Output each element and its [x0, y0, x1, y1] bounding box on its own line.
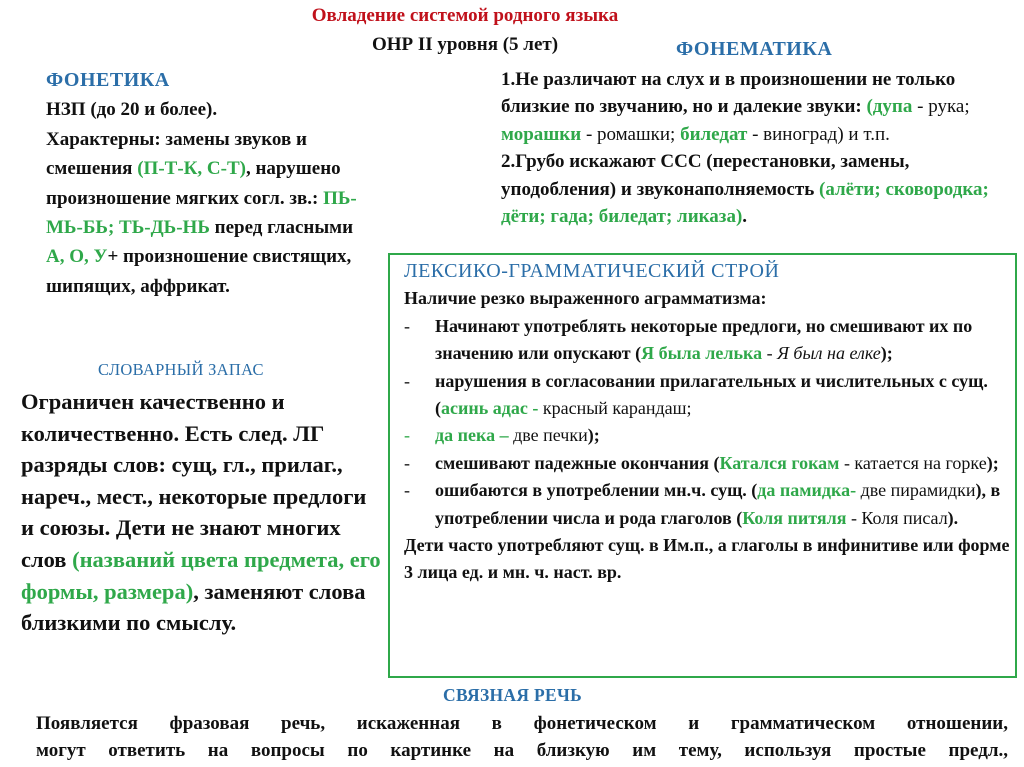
lexical-bullet	[404, 450, 1016, 477]
lexical-grammar-section	[404, 258, 1016, 587]
bullet-gloss: - катается на горке	[839, 452, 987, 473]
vocabulary-title: СЛОВАРНЫЙ ЗАПАС	[98, 360, 264, 379]
bullet-example: Я была лелька	[641, 343, 763, 364]
bullet-gloss: две печки	[508, 425, 588, 446]
bullet-gloss: Я был на елке	[777, 343, 881, 364]
phonetics-title: ФОНЕТИКА	[46, 69, 170, 91]
lexical-outro: Дети часто употребляют сущ. в Им.п., а глаголы в инфинитиве или форме 3 лица ед. и мн. ч. наст. вр.	[404, 535, 1010, 583]
bullet-dash: -	[404, 452, 410, 473]
bullet-gloss: красный карандаш;	[538, 398, 692, 419]
phonematics-text: .	[742, 206, 748, 228]
bullet-text: нарушения в согласовании прилагательных и числительных с сущ. (	[435, 370, 988, 419]
lexical-intro: Наличие резко выраженного аграмматизма:	[404, 288, 767, 309]
phonetics-example: А, О, У	[46, 246, 108, 268]
phonetics-example: ПЬ-МЬ-БЬ; ТЬ-ДЬ-НЬ	[46, 187, 357, 239]
bullet-gloss: две пирамидки	[856, 480, 976, 501]
phonetics-text: + произношение свистящих, шипящих, аффрикат.	[46, 246, 352, 297]
speech-title: СВЯЗНАЯ РЕЧЬ	[443, 685, 582, 705]
vocabulary-example: (названий цвета предмета, его формы, размера)	[21, 546, 381, 604]
lexical-bullet	[404, 313, 1016, 368]
speech-line: Появляется фразовая речь, искаженная в фонетическом и грамматическом отношении,	[36, 713, 1008, 734]
phonetics-text: Характерны: замены звуков и смешения	[46, 128, 307, 180]
phonetics-section	[46, 66, 376, 301]
phonetics-text: перед гласными	[209, 217, 354, 239]
bullet-gloss: -	[762, 343, 778, 364]
bullet-text: смешивают падежные окончания (	[435, 452, 720, 473]
bullet-dash: -	[404, 370, 410, 391]
bullet-text: Начинают употреблять некоторые предлоги, но смешивают их по значению или опускают (	[435, 315, 973, 364]
lexical-bullet	[404, 368, 1016, 423]
phonematics-text: 2.Грубо искажают ССС (перестановки, замены, уподобления) и звуконаполняемость	[501, 151, 910, 200]
phonematics-example: (дупа	[866, 96, 913, 118]
phonematics-gloss: - виноград) и т.п.	[747, 123, 890, 145]
phonematics-example: (алёти; сковородка; дёти; гада; биледат; ликаза)	[501, 178, 989, 228]
bullet-dash: -	[404, 315, 410, 336]
phonetics-text: , нарушено произношение мягких согл. зв.:	[46, 158, 341, 209]
page-title: Овладение системой родного языка	[311, 5, 619, 26]
lexical-bullet	[404, 422, 1016, 449]
phonematics-gloss: - рука;	[912, 96, 970, 118]
bullet-example: Катался гокам	[719, 452, 840, 473]
phonematics-example: морашки	[501, 123, 582, 145]
lexical-title: ЛЕКСИКО-ГРАММАТИЧЕСКИЙ СТРОЙ	[404, 260, 780, 282]
vocabulary-text: Ограничен качественно и количественно. Есть след. ЛГ разряды слов: сущ, гл., прилаг., нареч., мест., некоторые предлоги и союзы. Дети не знают многих слов	[21, 389, 367, 572]
vocabulary-text: , заменяют слова близкими по смыслу.	[21, 578, 366, 636]
speech-line: могут ответить на вопросы по картинке на близкую им тему, используя простые предл.,	[36, 740, 1008, 761]
phonematics-text: 1.Не различают на слух и в произношении не только близкие по звучанию, но и далекие звуки:	[501, 69, 956, 118]
bullet-text: ).	[947, 507, 959, 528]
phonetics-paragraph	[46, 125, 376, 301]
bullet-text: );	[986, 452, 999, 473]
lexical-bullet	[404, 477, 1016, 532]
bullet-text: );	[880, 343, 893, 364]
phonematics-title: ФОНЕМАТИКА	[676, 38, 833, 60]
page-subtitle: ОНР II уровня (5 лет)	[371, 34, 559, 55]
phonematics-item-1	[501, 66, 1021, 148]
bullet-dash: -	[404, 425, 410, 446]
bullet-gloss: - Коля писал	[846, 507, 948, 528]
phonetics-example: (П-Т-К, С-Т)	[137, 158, 246, 180]
vocabulary-section	[21, 386, 381, 639]
bullet-example: да памидка-	[757, 480, 857, 501]
bullet-dash: -	[404, 480, 410, 501]
speech-section	[36, 710, 1008, 764]
phonetics-line1: НЗП (до 20 и более).	[46, 99, 218, 121]
bullet-example: да пека –	[435, 425, 509, 446]
phonematics-gloss: - ромашки;	[581, 123, 681, 145]
bullet-example: Коля питяля	[742, 507, 847, 528]
bullet-text: );	[587, 425, 600, 446]
bullet-text: ), в употреблении числа и рода глаголов (	[435, 480, 1001, 528]
phonematics-example: биледат	[680, 123, 748, 145]
phonematics-section	[501, 66, 1021, 230]
phonematics-item-2	[501, 148, 1021, 230]
bullet-example: асинь адас -	[441, 398, 539, 419]
bullet-text: ошибаются в употреблении мн.ч. сущ. (	[435, 480, 758, 501]
